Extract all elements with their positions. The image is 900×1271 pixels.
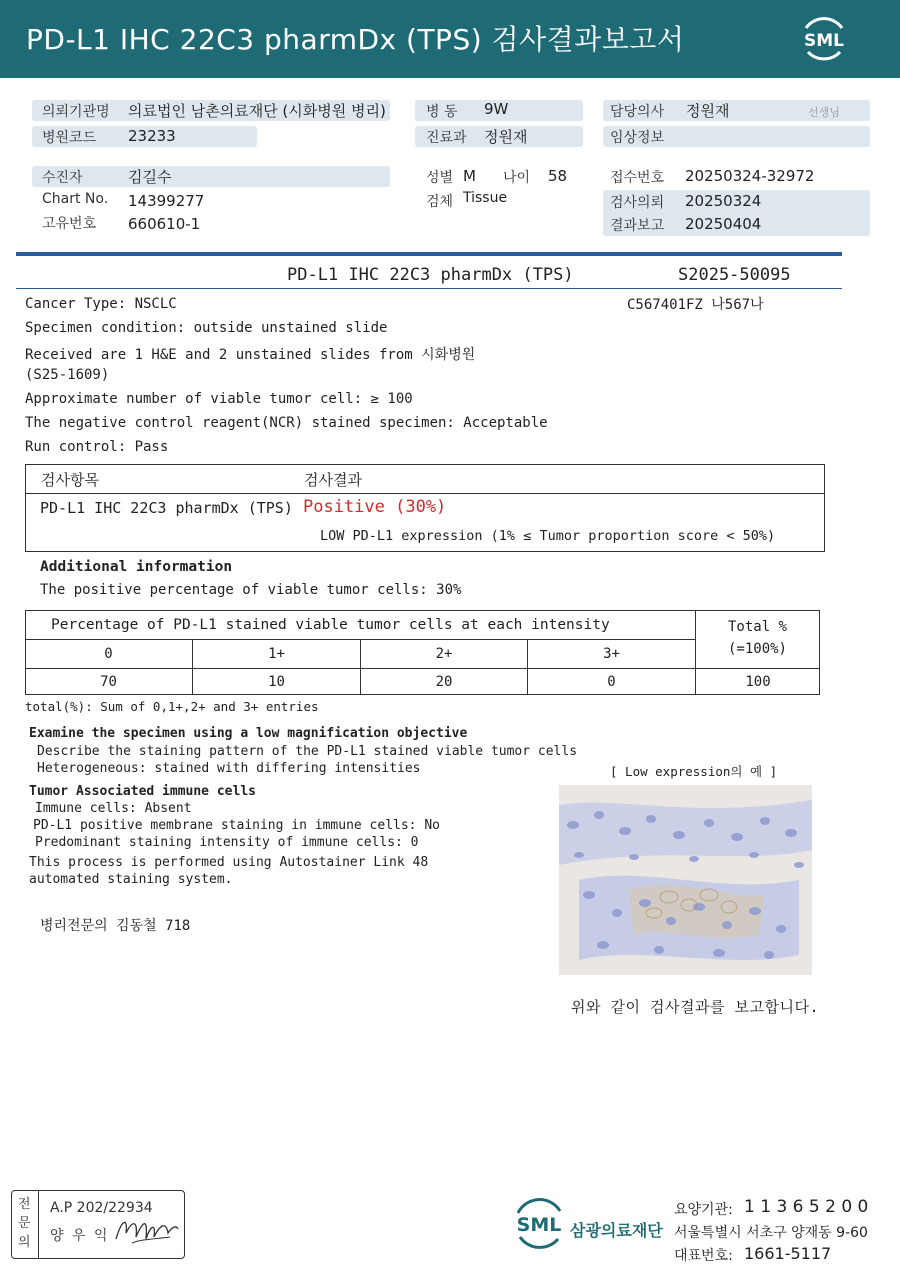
age-label: 나이 (503, 170, 531, 186)
immune-line: PD-L1 positive membrane staining in immune cells: No (33, 818, 440, 833)
report-line: The negative control reagent(NCR) stained specimen: Acceptable (25, 415, 548, 431)
stamp-char: 문 (18, 1216, 31, 1231)
report-line: Run control: Pass (25, 439, 169, 455)
request-label: 검사의뢰 (610, 195, 665, 211)
svg-text:SML: SML (516, 1214, 562, 1236)
low-mag-line: Describe the staining pattern of the PD-L1 stained viable tumor cells (37, 744, 578, 759)
report-line: Approximate number of viable tumor cell: ≥ 100 (25, 391, 413, 407)
institution-label: 의뢰기관명 (42, 104, 110, 120)
org-name: 삼광의료재단 (570, 1221, 663, 1240)
receipt-value: 20250324-32972 (685, 167, 815, 185)
immune-title: Tumor Associated immune cells (29, 784, 256, 799)
level-1plus: 1+ (268, 646, 285, 662)
yoyang-value: 1 1 3 6 5 2 0 0 (744, 1197, 869, 1217)
specialist-stamp (11, 1190, 185, 1259)
result-item: PD-L1 IHC 22C3 pharmDx (TPS) (40, 499, 293, 517)
id-label: 고유번호 (42, 216, 97, 232)
value-0: 70 (100, 674, 117, 690)
value-total: 100 (745, 674, 771, 690)
result-positive: Positive (30%) (303, 497, 447, 517)
age-value: 58 (548, 167, 568, 185)
institution-value: 의료법인 남촌의료재단 (시화병원 병리) (128, 102, 386, 120)
intensity-footnote: total(%): Sum of 0,1+,2+ and 3+ entries (25, 699, 319, 714)
report-line: (S25-1609) (25, 367, 110, 383)
divider-thick (16, 252, 842, 256)
sex-label: 성별 (426, 170, 454, 186)
divider-thin (16, 288, 842, 289)
additional-text: The positive percentage of viable tumor cells: 30% (40, 582, 462, 598)
value-2plus: 20 (435, 674, 453, 690)
intensity-table (25, 610, 820, 695)
process-line: This process is performed using Autostainer Link 48 (29, 855, 429, 870)
sml-footer-logo-icon (510, 1197, 568, 1249)
dept-value: 정원재 (484, 128, 528, 146)
specimen-label: 검체 (426, 194, 454, 210)
level-3plus: 3+ (603, 646, 620, 662)
sex-value: M (463, 167, 476, 185)
immune-line: Predominant staining intensity of immune cells: 0 (35, 835, 419, 850)
chart-label: Chart No. (42, 191, 109, 207)
report-line: Cancer Type: NSCLC (25, 296, 177, 312)
result-col-item-header: 검사항목 (41, 471, 99, 489)
pathologist: 병리전문의 김동철 718 (40, 918, 191, 934)
chart-value: 14399277 (128, 192, 205, 210)
example-caption: [ Low expression의 예 ] (610, 764, 778, 779)
doctor-label: 담당의사 (610, 104, 665, 120)
ihc-example-image (559, 785, 812, 975)
ward-value: 9W (484, 100, 509, 118)
phone-value: 1661-5117 (744, 1244, 832, 1263)
stamp-code: A.P 202/22934 (50, 1200, 153, 1216)
doctor-value: 정원재 (686, 102, 730, 120)
doctor-suffix: 선생님 (808, 106, 840, 119)
test-name-heading: PD-L1 IHC 22C3 pharmDx (TPS) (287, 265, 574, 285)
report-date-label: 결과보고 (610, 218, 665, 234)
low-mag-title: Examine the specimen using a low magnification objective (29, 726, 468, 741)
id-value: 660610-1 (128, 215, 201, 233)
sml-logo-icon (796, 12, 852, 64)
svg-text:SML: SML (804, 31, 844, 51)
closing-statement: 위와 같이 검사결과를 보고합니다. (571, 998, 819, 1016)
report-line: Received are 1 H&E and 2 unstained slides from 시화병원 (25, 347, 476, 363)
specimen-code: C567401FZ 나567나 (627, 297, 764, 313)
patient-label: 수진자 (42, 170, 83, 186)
value-3plus: 0 (607, 674, 616, 690)
result-col-result-header: 검사결과 (304, 471, 362, 489)
additional-title: Additional information (40, 559, 233, 575)
specimen-value: Tissue (463, 190, 508, 206)
stamp-char: 전 (18, 1197, 31, 1212)
dept-label: 진료과 (426, 130, 467, 146)
total-header: Total % (727, 619, 787, 635)
signature-icon (112, 1209, 182, 1251)
process-line: automated staining system. (29, 872, 233, 887)
patient-value: 김길수 (128, 168, 172, 186)
report-date-value: 20250404 (685, 215, 762, 233)
address: 서울특별시 서초구 양재동 9-60 (674, 1225, 868, 1241)
request-value: 20250324 (685, 192, 762, 210)
level-2plus: 2+ (435, 646, 453, 662)
case-number: S2025-50095 (678, 265, 791, 285)
low-mag-line: Heterogeneous: stained with differing intensities (37, 761, 421, 776)
stamp-char: 의 (18, 1235, 31, 1250)
stamp-name: 양 우 익 (50, 1228, 110, 1244)
immune-line: Immune cells: Absent (35, 801, 192, 816)
result-note: LOW PD-L1 expression (1% ≤ Tumor proportion score < 50%) (320, 528, 776, 544)
phone-label: 대표번호: (674, 1248, 733, 1264)
report-title: PD-L1 IHC 22C3 pharmDx (TPS) 검사결과보고서 (26, 23, 685, 56)
ward-label: 병 동 (426, 104, 458, 120)
hospital-code-label: 병원코드 (42, 130, 97, 146)
hospital-code-value: 23233 (128, 127, 176, 145)
intensity-header: Percentage of PD-L1 stained viable tumor cells at each intensity (51, 616, 610, 633)
receipt-label: 접수번호 (610, 170, 665, 186)
patient-bar (32, 166, 390, 187)
clinical-label: 임상정보 (610, 130, 665, 146)
value-1plus: 10 (268, 674, 285, 690)
report-line: Specimen condition: outside unstained slide (25, 320, 388, 336)
result-table-divider (26, 493, 824, 494)
total-header-sub: (=100%) (727, 641, 787, 657)
level-0: 0 (104, 646, 113, 662)
yoyang-label: 요양기관: (674, 1202, 733, 1218)
